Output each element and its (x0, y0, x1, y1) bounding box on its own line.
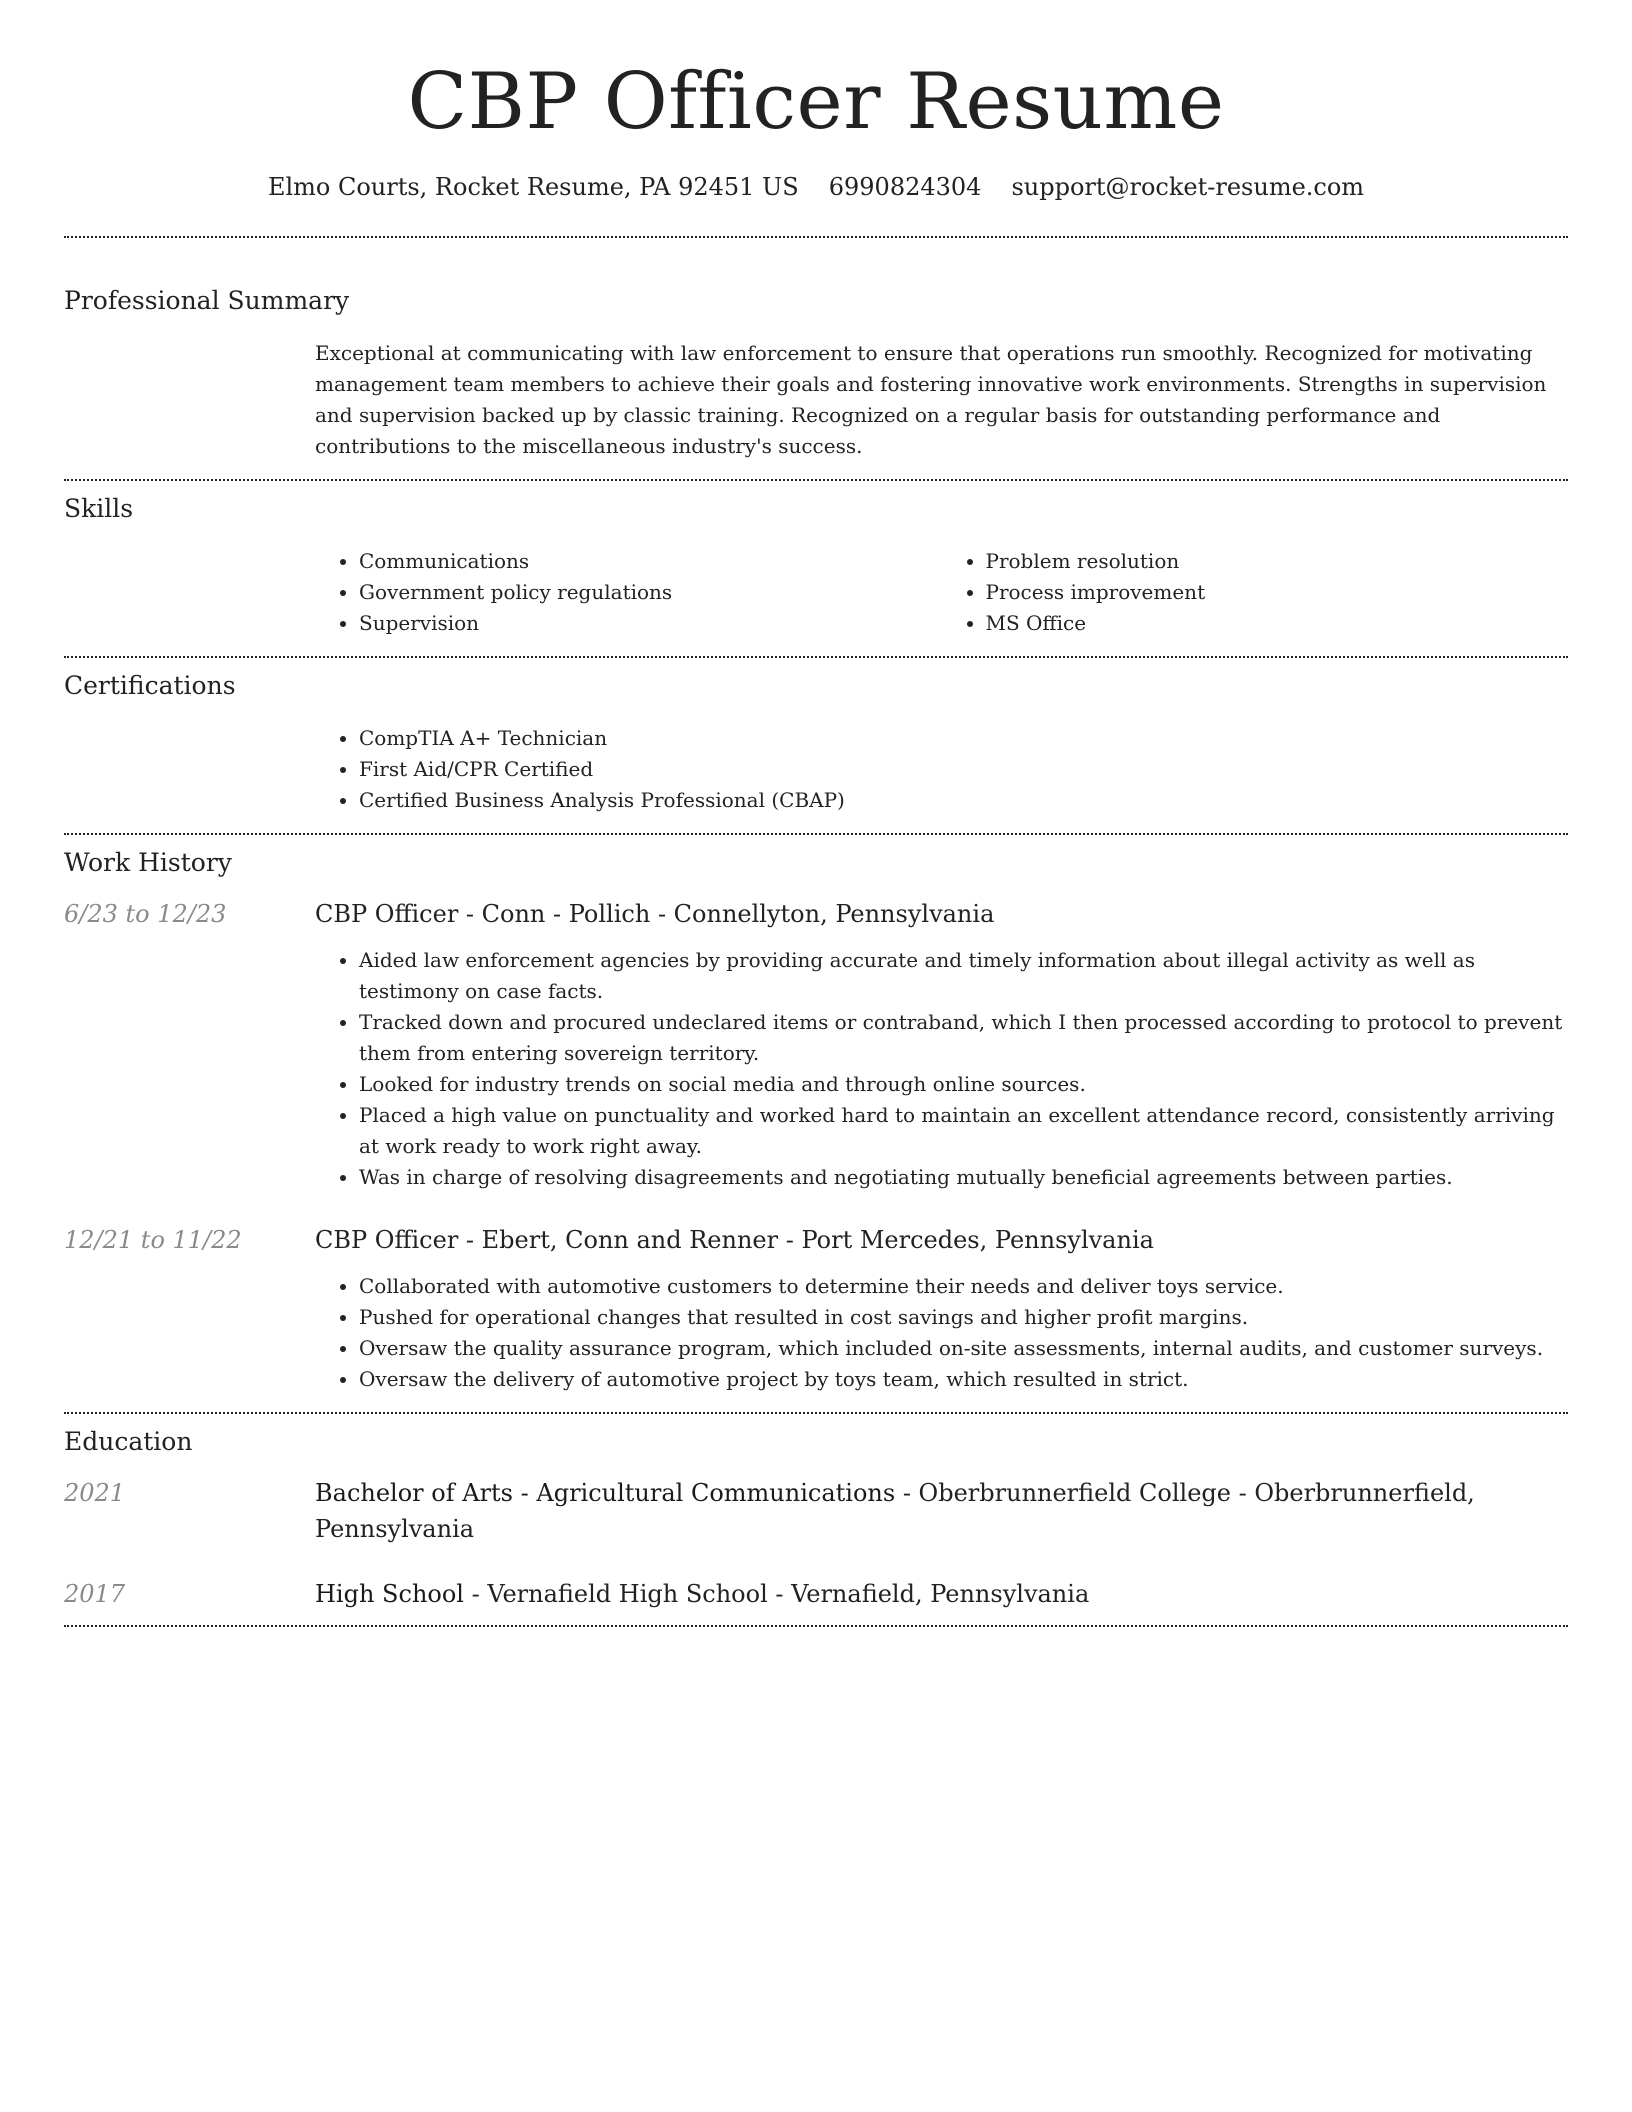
education-entry (64, 1475, 1568, 1547)
job-bullet: • Oversaw the delivery of automotive project by toys team, which resulted in strict. (359, 1364, 1568, 1395)
certification-item: • First Aid/CPR Certified (359, 754, 1568, 785)
education-degree: High School (315, 1580, 464, 1608)
skill-item: • Problem resolution (986, 546, 1569, 577)
skills-list-left (315, 546, 942, 639)
job-heading: CBP Officer - Conn - Pollich - Connellyton, Pennsylvania (315, 900, 995, 928)
job-heading: CBP Officer - Ebert, Conn and Renner - Port Mercedes, Pennsylvania (315, 1226, 1154, 1254)
work-history-heading: Work History (64, 848, 232, 877)
education-school: - Oberbrunnerfield College - Oberbrunnerfield, Pennsylvania (315, 1479, 1475, 1543)
skill-item: • Communications (359, 546, 942, 577)
job-entry (64, 896, 1568, 932)
job-bullet: • Looked for industry trends on social media and through online sources. (359, 1069, 1568, 1100)
contact-address: Elmo Courts, Rocket Resume, PA 92451 US (267, 173, 799, 201)
job-dates: 6/23 to 12/23 (64, 900, 227, 928)
skill-item: • Supervision (359, 608, 942, 639)
resume-title: CBP Officer Resume (407, 57, 1225, 147)
education-heading (315, 1475, 1568, 1547)
section-divider (64, 1625, 1568, 1627)
work-history-section (64, 835, 1568, 1395)
resume-page (64, 0, 1568, 1627)
certification-item: • CompTIA A+ Technician (359, 723, 1568, 754)
skills-heading: Skills (64, 494, 134, 523)
job-bullet: • Collaborated with automotive customers to determine their needs and deliver toys service. (359, 1271, 1568, 1302)
certifications-heading: Certifications (64, 671, 236, 700)
certification-item: • Certified Business Analysis Professional (CBAP) (359, 785, 1568, 816)
contact-line (64, 172, 1568, 202)
summary-text: Exceptional at communicating with law enforcement to ensure that operations run smoothly. Recognized for motivating management team members to achieve their goals and fostering innovative work environments. Strengths in supervision and supervision backed up by classic training. Recognized on a regular basis for outstanding performance and contributions to the miscellaneous industry's success. (315, 341, 1547, 458)
job-dates: 12/21 to 11/22 (64, 1226, 242, 1254)
job-bullet: • Placed a high value on punctuality and worked hard to maintain an excellent attendance record, consistently arriving at work ready to work right away. (359, 1100, 1568, 1162)
job-entry (64, 1222, 1568, 1258)
certifications-section (64, 658, 1568, 816)
skills-list-right (942, 546, 1569, 639)
job-bullets (315, 945, 1568, 1193)
contact-email: support@rocket-resume.com (1011, 173, 1365, 201)
education-year: 2017 (64, 1580, 126, 1608)
job-bullet: • Tracked down and procured undeclared items or contraband, which I then processed according to protocol to prevent them from entering sovereign territory. (359, 1007, 1568, 1069)
education-school: - Vernafield High School - Vernafield, Pennsylvania (463, 1580, 1090, 1608)
job-bullets (315, 1271, 1568, 1395)
job-bullet: • Oversaw the quality assurance program, which included on-site assessments, internal audits, and customer surveys. (359, 1333, 1568, 1364)
contact-phone: 6990824304 (828, 173, 982, 201)
job-bullet: • Aided law enforcement agencies by providing accurate and timely information about illegal activity as well as testimony on case facts. (359, 945, 1568, 1007)
skill-item: • MS Office (986, 608, 1569, 639)
education-section (64, 1414, 1568, 1612)
skill-item: • Process improvement (986, 577, 1569, 608)
education-heading (315, 1576, 1568, 1612)
skill-item: • Government policy regulations (359, 577, 942, 608)
skills-grid (315, 546, 1568, 639)
education-degree: Bachelor of Arts - Agricultural Communications (315, 1479, 896, 1507)
education-heading: Education (64, 1427, 193, 1456)
education-entry (64, 1576, 1568, 1612)
summary-section (64, 238, 1568, 462)
job-bullet: • Pushed for operational changes that resulted in cost savings and higher profit margins. (359, 1302, 1568, 1333)
job-bullet: • Was in charge of resolving disagreements and negotiating mutually beneficial agreements between parties. (359, 1162, 1568, 1193)
summary-heading: Professional Summary (64, 286, 350, 315)
skills-section (64, 481, 1568, 639)
certifications-list (315, 723, 1568, 816)
education-year: 2021 (64, 1479, 126, 1507)
